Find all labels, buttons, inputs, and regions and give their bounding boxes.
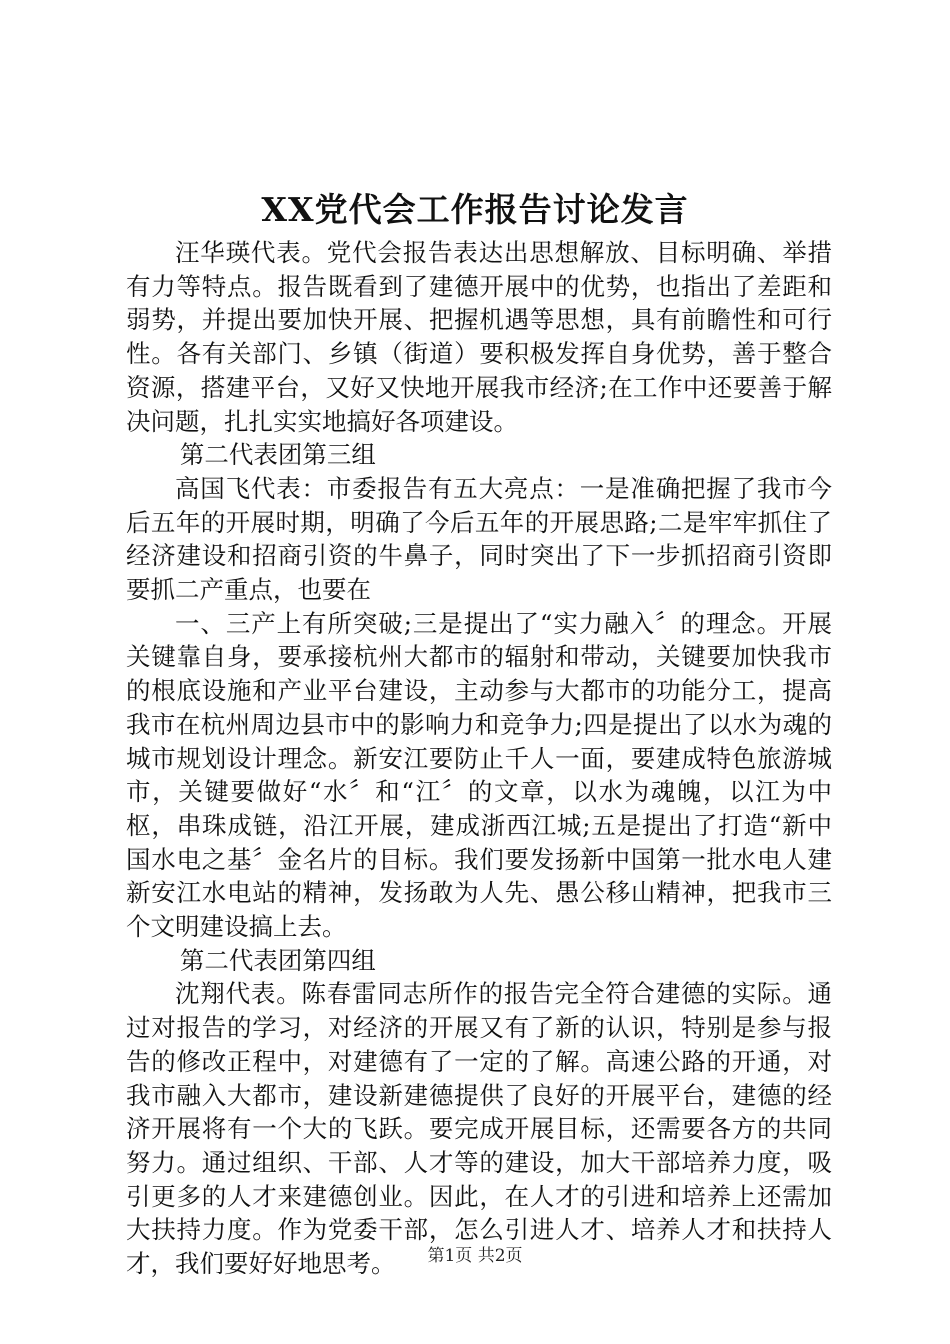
document-title: XX党代会工作报告讨论发言 — [261, 190, 689, 229]
paragraph-gao-guofei: 高国飞代表：市委报告有五大亮点：一是准确把握了我市今后五年的开展时期，明确了今后五年的开展思路;二是牢牢抓住了经济建设和招商引资的牛鼻子，同时突出了下一步抓招商引资即要抓二产重点，也要在 — [126, 473, 832, 605]
section-heading-group-4: 第二代表团第四组 — [179, 945, 376, 975]
page-footer: 第1页 共2页 — [427, 1246, 523, 1266]
section-heading-group-3: 第二代表团第三组 — [179, 440, 376, 470]
paragraph-continuation: 一、三产上有所突破;三是提出了“实力融入〞的理念。开展关键靠自身，要承接杭州大都市的辐射和带动，关键要加快我市的根底设施和产业平台建设，主动参与大都市的功能分工，提高我市在杭州周边县市中的影响力和竞争力;四是提出了以水为魂的城市规划设计理念。新安江要防止千人一面，要建成特色旅游城市，关键要做好“水〞和“江〞的文章，以水为魂魄，以江为中枢，串珠成链，沿江开展，建成浙西江城;五是提出了打造“新中国水电之基〞金名片的目标。我们要发扬新中国第一批水电人建新安江水电站的精神，发扬敢为人先、愚公移山精神，把我市三个文明建设搞上去。 — [126, 608, 832, 942]
document-body — [126, 236, 832, 1281]
paragraph-wang-huaying: 汪华瑛代表。党代会报告表达出思想解放、目标明确、举措有力等特点。报告既看到了建德开展中的优势，也指出了差距和弱势，并提出要加快开展、把握机遇等思想，具有前瞻性和可行性。各有关部门、乡镇（街道）要积极发挥自身优势，善于整合资源，搭建平台，又好又快地开展我市经济;在工作中还要善于解决问题，扎扎实实地搞好各项建设。 — [126, 238, 832, 436]
paragraph-shen-xiang: 沈翔代表。陈春雷同志所作的报告完全符合建德的实际。通过对报告的学习，对经济的开展又有了新的认识，特别是参与报告的修改正程中，对建德有了一定的了解。高速公路的开通，对我市融入大都市，建设新建德提供了良好的开展平台，建德的经济开展将有一个大的飞跃。要完成开展目标，还需要各方的共同努力。通过组织、干部、人才等的建设，加大干部培养力度，吸引更多的人才来建德创业。因此，在人才的引进和培养上还需加大扶持力度。作为党委干部，怎么引进人才、培养人才和扶持人才，我们要好好地思考。 — [126, 979, 832, 1279]
